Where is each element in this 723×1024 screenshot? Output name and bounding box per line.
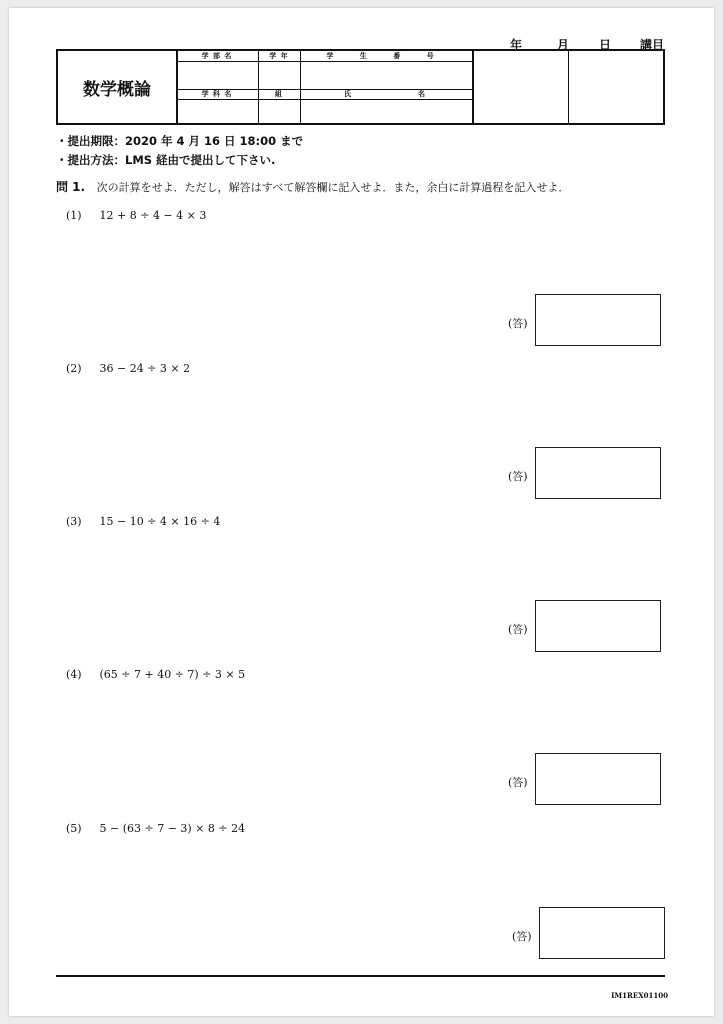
answer-label-5: (答)	[512, 930, 532, 943]
grade-box-1[interactable]	[474, 51, 568, 123]
date-lecture-label: 講目	[640, 38, 665, 52]
class-field[interactable]	[259, 100, 300, 123]
question-label: 問 1.	[56, 180, 86, 194]
answer-label-1: (答)	[508, 317, 528, 330]
date-year-label: 年	[510, 38, 523, 52]
department-field[interactable]	[177, 100, 258, 123]
submission-method-text: ・提出方法：LMS 経由で提出して下さい.	[56, 153, 276, 167]
year-label: 学 年	[269, 52, 289, 60]
answer-label-3: (答)	[508, 623, 528, 636]
answer-label-4: (答)	[508, 776, 528, 789]
problem-2	[66, 362, 190, 375]
problem-number: (5)	[66, 822, 82, 835]
answer-label-2: (答)	[508, 470, 528, 483]
question-header	[56, 178, 569, 195]
name-label-right: 名	[418, 90, 426, 98]
question-instruction: 次の計算をせよ．ただし，解答はすべて解答欄に記入せよ．また，余白に計算過程を記入せよ．	[96, 181, 570, 194]
year-field[interactable]	[259, 62, 300, 89]
answer-box-3[interactable]	[535, 600, 661, 652]
answer-box-1[interactable]	[535, 294, 661, 346]
subject-title: 数学概論	[83, 79, 151, 100]
problem-expression: 5 − (63 ÷ 7 − 3) × 8 ÷ 24	[99, 822, 246, 835]
problem-number: (2)	[66, 362, 82, 375]
header-table	[56, 49, 665, 125]
answer-box-5[interactable]	[539, 907, 665, 959]
problem-expression: (65 ÷ 7 + 40 ÷ 7) ÷ 3 × 5	[99, 668, 246, 681]
class-label: 組	[275, 90, 283, 98]
name-field[interactable]	[301, 100, 472, 123]
faculty-label: 学 部 名	[201, 52, 233, 60]
problem-3	[66, 515, 220, 528]
problem-expression: 12 + 8 ÷ 4 − 4 × 3	[99, 209, 207, 222]
problem-1	[66, 209, 206, 222]
date-month-label: 月	[557, 38, 570, 52]
grade-box-2[interactable]	[569, 51, 663, 123]
name-label-left: 氏	[344, 90, 352, 98]
bottom-rule	[56, 975, 665, 977]
problem-expression: 36 − 24 ÷ 3 × 2	[99, 362, 191, 375]
problem-number: (1)	[66, 209, 82, 222]
problem-5	[66, 822, 245, 835]
student-id-field[interactable]	[301, 62, 472, 89]
student-id-label: 学 生 番 号	[326, 52, 446, 60]
document-code: IM1REX01100	[611, 991, 668, 1000]
problem-4	[66, 668, 245, 681]
deadline-text: ・提出期限：2020 年 4 月 16 日 18:00 まで	[56, 134, 304, 148]
department-label: 学 科 名	[201, 90, 233, 98]
answer-box-4[interactable]	[535, 753, 661, 805]
problem-number: (3)	[66, 515, 82, 528]
answer-box-2[interactable]	[535, 447, 661, 499]
problem-number: (4)	[66, 668, 82, 681]
date-day-label: 日	[599, 38, 612, 52]
faculty-field[interactable]	[177, 62, 258, 89]
problem-expression: 15 − 10 ÷ 4 × 16 ÷ 4	[99, 515, 221, 528]
